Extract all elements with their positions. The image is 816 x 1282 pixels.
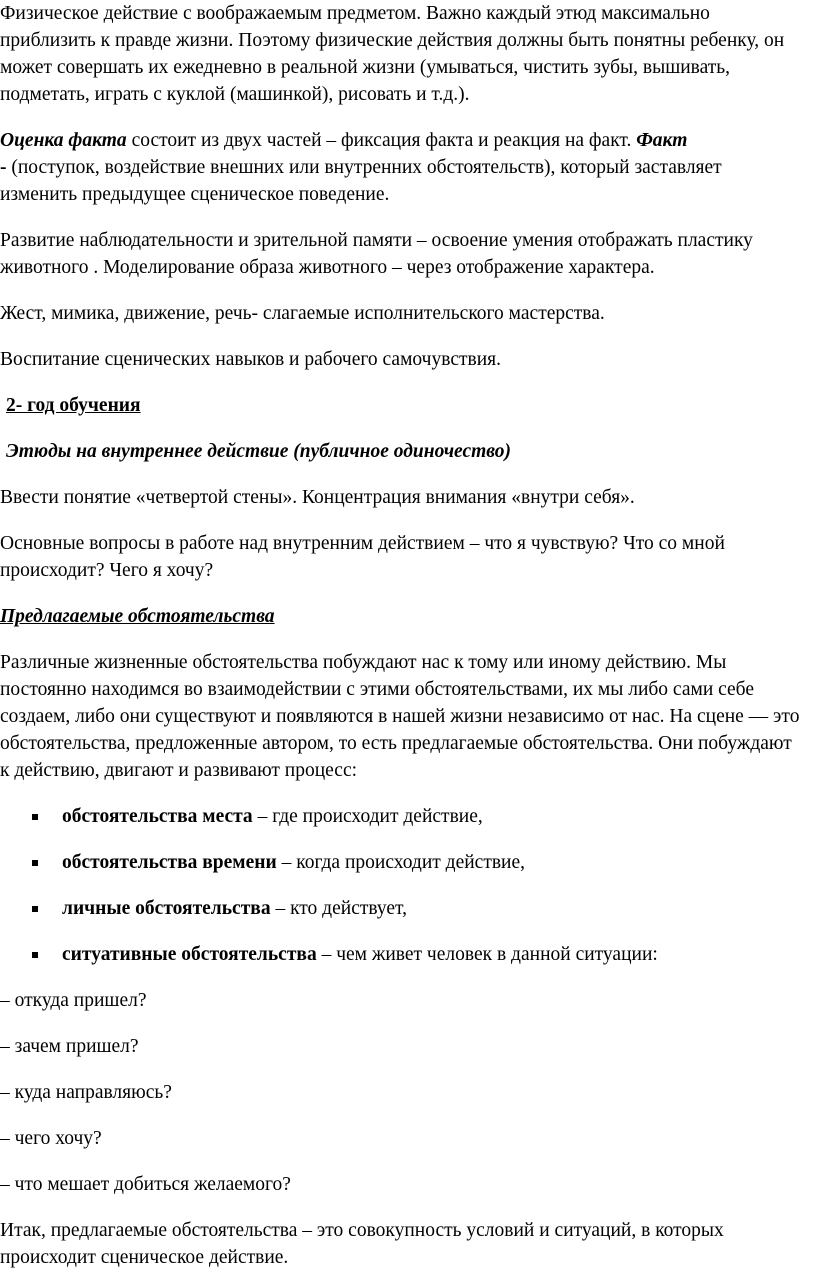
conclusion-paragraph: Итак, предлагаемые обстоятельства – это совокупность условий и ситуаций, в которых происходит сценическое действие. — [0, 1220, 724, 1268]
list-item-term: личные обстоятельства — [62, 898, 271, 919]
dash-question-obstacle: – что мешает добиться желаемого? — [0, 1174, 291, 1195]
bullet-square-icon — [32, 814, 38, 820]
list-item — [0, 941, 800, 968]
circumstances-heading-text: Предлагаемые обстоятельства — [0, 606, 275, 627]
list-item-text: – где происходит действие, — [252, 806, 483, 827]
fact-text-2: (поступок, воздействие внешних или внутренних обстоятельств), который заставляет изменить предыдущее сценическое поведение. — [0, 157, 722, 205]
observation-paragraph: Развитие наблюдательности и зрительной памяти – освоение умения отображать пластику животного . Моделирование образа животного – через отображение характера. — [0, 230, 753, 278]
fact-term-assessment: Оценка факта — [0, 130, 127, 151]
intro-paragraph: Физическое действие с воображаемым предметом. Важно каждый этюд максимально приблизить к правде жизни. Поэтому физические действия должны быть понятны ребенку, он может совершать их ежедневно в реальной жизни (умываться, чистить зубы, вышивать, подметать, играть с куклой (машинкой), рисовать и т.д.). — [0, 3, 785, 105]
list-item-term: обстоятельства времени — [62, 852, 277, 873]
list-item — [0, 803, 800, 830]
list-item — [0, 849, 800, 876]
fact-term-fact: Факт — [636, 130, 688, 151]
dash-question-where-from: – откуда пришел? — [0, 990, 147, 1011]
list-item — [0, 895, 800, 922]
fact-paragraph — [0, 127, 800, 208]
questions-paragraph: Основные вопросы в работе над внутренним действием – что я чувствую? Что со мной происходит? Чего я хочу? — [0, 533, 725, 581]
bullet-square-icon — [32, 860, 38, 866]
circumstances-paragraph: Различные жизненные обстоятельства побуждают нас к тому или иному действию. Мы постоянно находимся во взаимодействии с этими обстоятельствами, их мы либо сами себе создаем, либо они существуют и появляются в нашей жизни независимо от нас. На сцене — это обстоятельства, предложенные автором, то есть предлагаемые обстоятельства. Они побуждают к действию, двигают и развивают процесс: — [0, 652, 800, 781]
circumstances-heading — [0, 603, 800, 630]
dash-question-why: – зачем пришел? — [0, 1036, 139, 1057]
year2-heading — [0, 392, 800, 419]
etudes-heading-text: Этюды на внутреннее действие (публичное одиночество) — [6, 441, 511, 462]
fact-dash: - — [0, 157, 7, 178]
list-item-term: ситуативные обстоятельства — [62, 944, 317, 965]
bullet-square-icon — [32, 906, 38, 912]
fourth-wall-paragraph: Ввести понятие «четвертой стены». Концентрация внимания «внутри себя». — [0, 487, 635, 508]
list-item-text: – когда происходит действие, — [276, 852, 526, 873]
list-item-term: обстоятельства места — [62, 806, 253, 827]
dash-question-where-to: – куда направляюсь? — [0, 1082, 172, 1103]
list-item-text: – чем живет человек в данной ситуации: — [316, 944, 658, 965]
circumstances-list — [0, 803, 800, 968]
bullet-square-icon — [32, 952, 38, 958]
gesture-paragraph: Жест, мимика, движение, речь- слагаемые исполнительского мастерства. — [0, 303, 605, 324]
list-item-text: – кто действует, — [270, 898, 407, 919]
fact-text-1: состоит из двух частей – фиксация факта и реакция на факт. — [126, 130, 637, 151]
skills-paragraph: Воспитание сценических навыков и рабочего самочувствия. — [0, 349, 501, 370]
etudes-heading — [0, 438, 800, 465]
year2-heading-text: 2- год обучения — [6, 395, 141, 416]
dash-question-what-want: – чего хочу? — [0, 1128, 102, 1149]
